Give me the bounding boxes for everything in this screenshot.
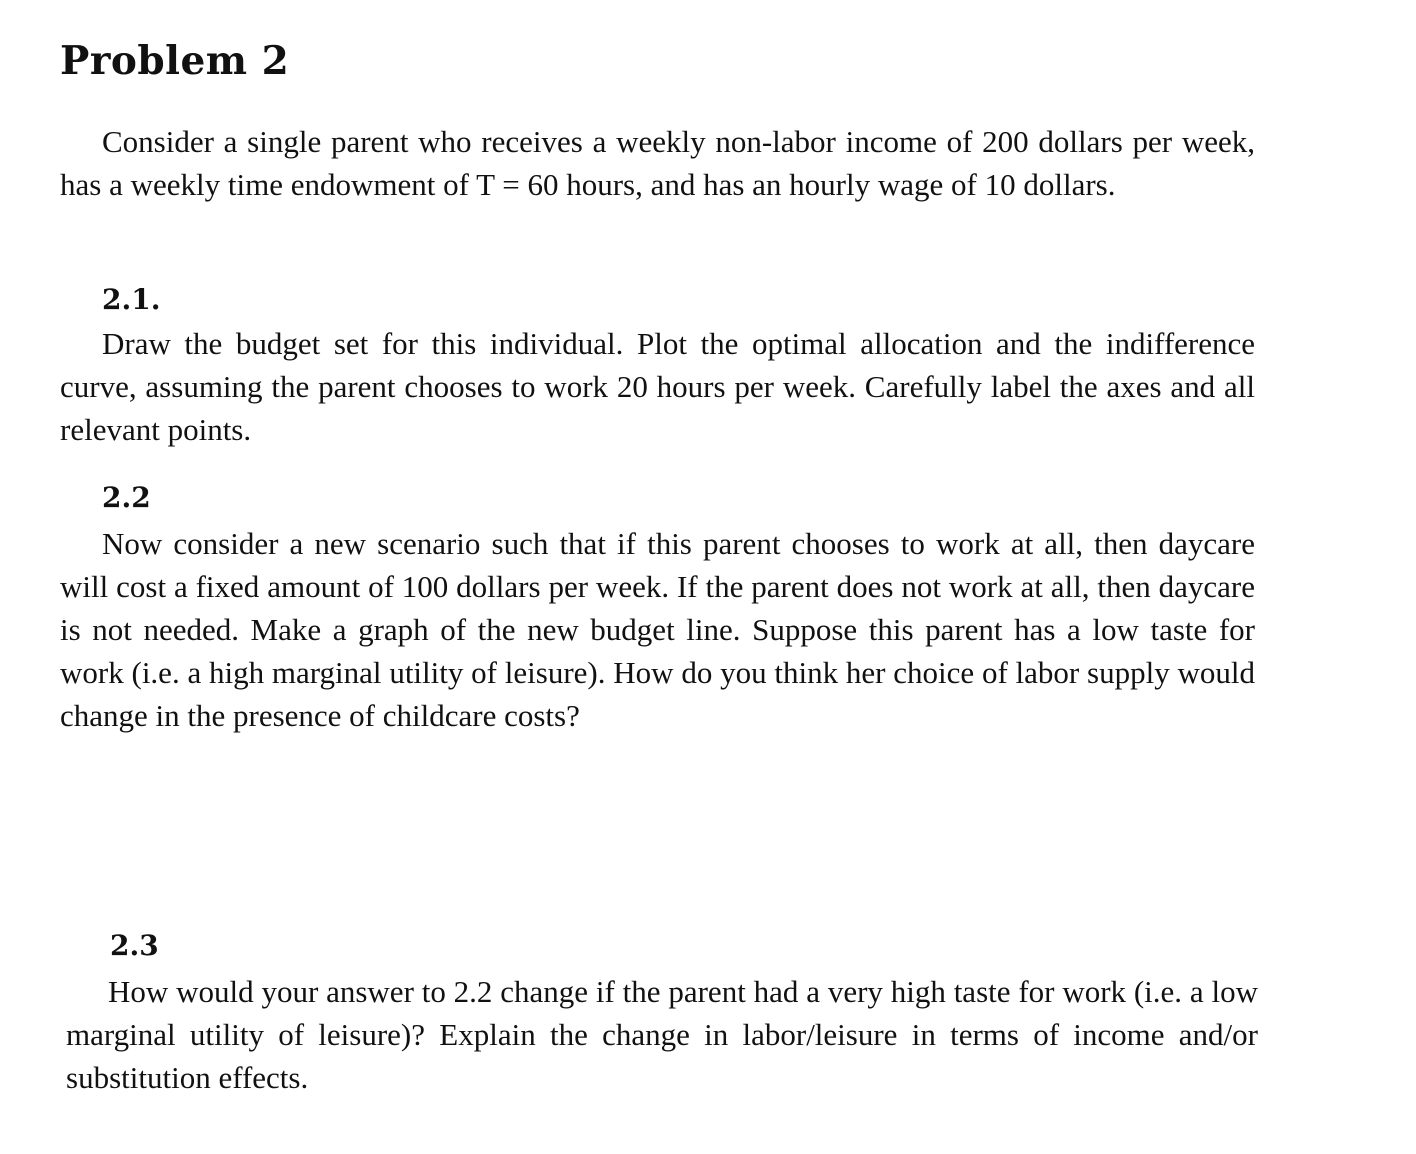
section-2-2-number: 2.2 [102, 481, 151, 514]
section-2-2-question [60, 522, 1255, 737]
section-2-3-question [66, 970, 1258, 1099]
problem-intro-text: Consider a single parent who receives a weekly non-labor income of 200 dollars per week, has a weekly time endowment of T = 60 hours, and has an hourly wage of 10 dollars. [60, 124, 1255, 202]
problem-intro [60, 120, 1255, 206]
section-2-2-text: Now consider a new scenario such that if this parent chooses to work at all, then daycare will cost a fixed amount of 100 dollars per week. If the parent does not work at all, then daycare is not needed. Make a graph of the new budget line. Suppose this parent has a low taste for work (i.e. a high marginal utility of leisure). How do you think her choice of labor supply would change in the presence of childcare costs? [60, 526, 1255, 733]
section-2-3-number: 2.3 [110, 929, 159, 962]
section-2-1-number: 2.1. [102, 283, 161, 316]
section-2-3-text: How would your answer to 2.2 change if the parent had a very high taste for work (i.e. a low marginal utility of leisure)? Explain the change in labor/leisure in terms of income and/or substitution effects. [66, 974, 1258, 1095]
problem-title: Problem 2 [60, 38, 290, 84]
section-2-1-question [60, 322, 1255, 451]
section-2-1-text: Draw the budget set for this individual. Plot the optimal allocation and the indifference curve, assuming the parent chooses to work 20 hours per week. Carefully label the axes and all relevant points. [60, 326, 1255, 447]
